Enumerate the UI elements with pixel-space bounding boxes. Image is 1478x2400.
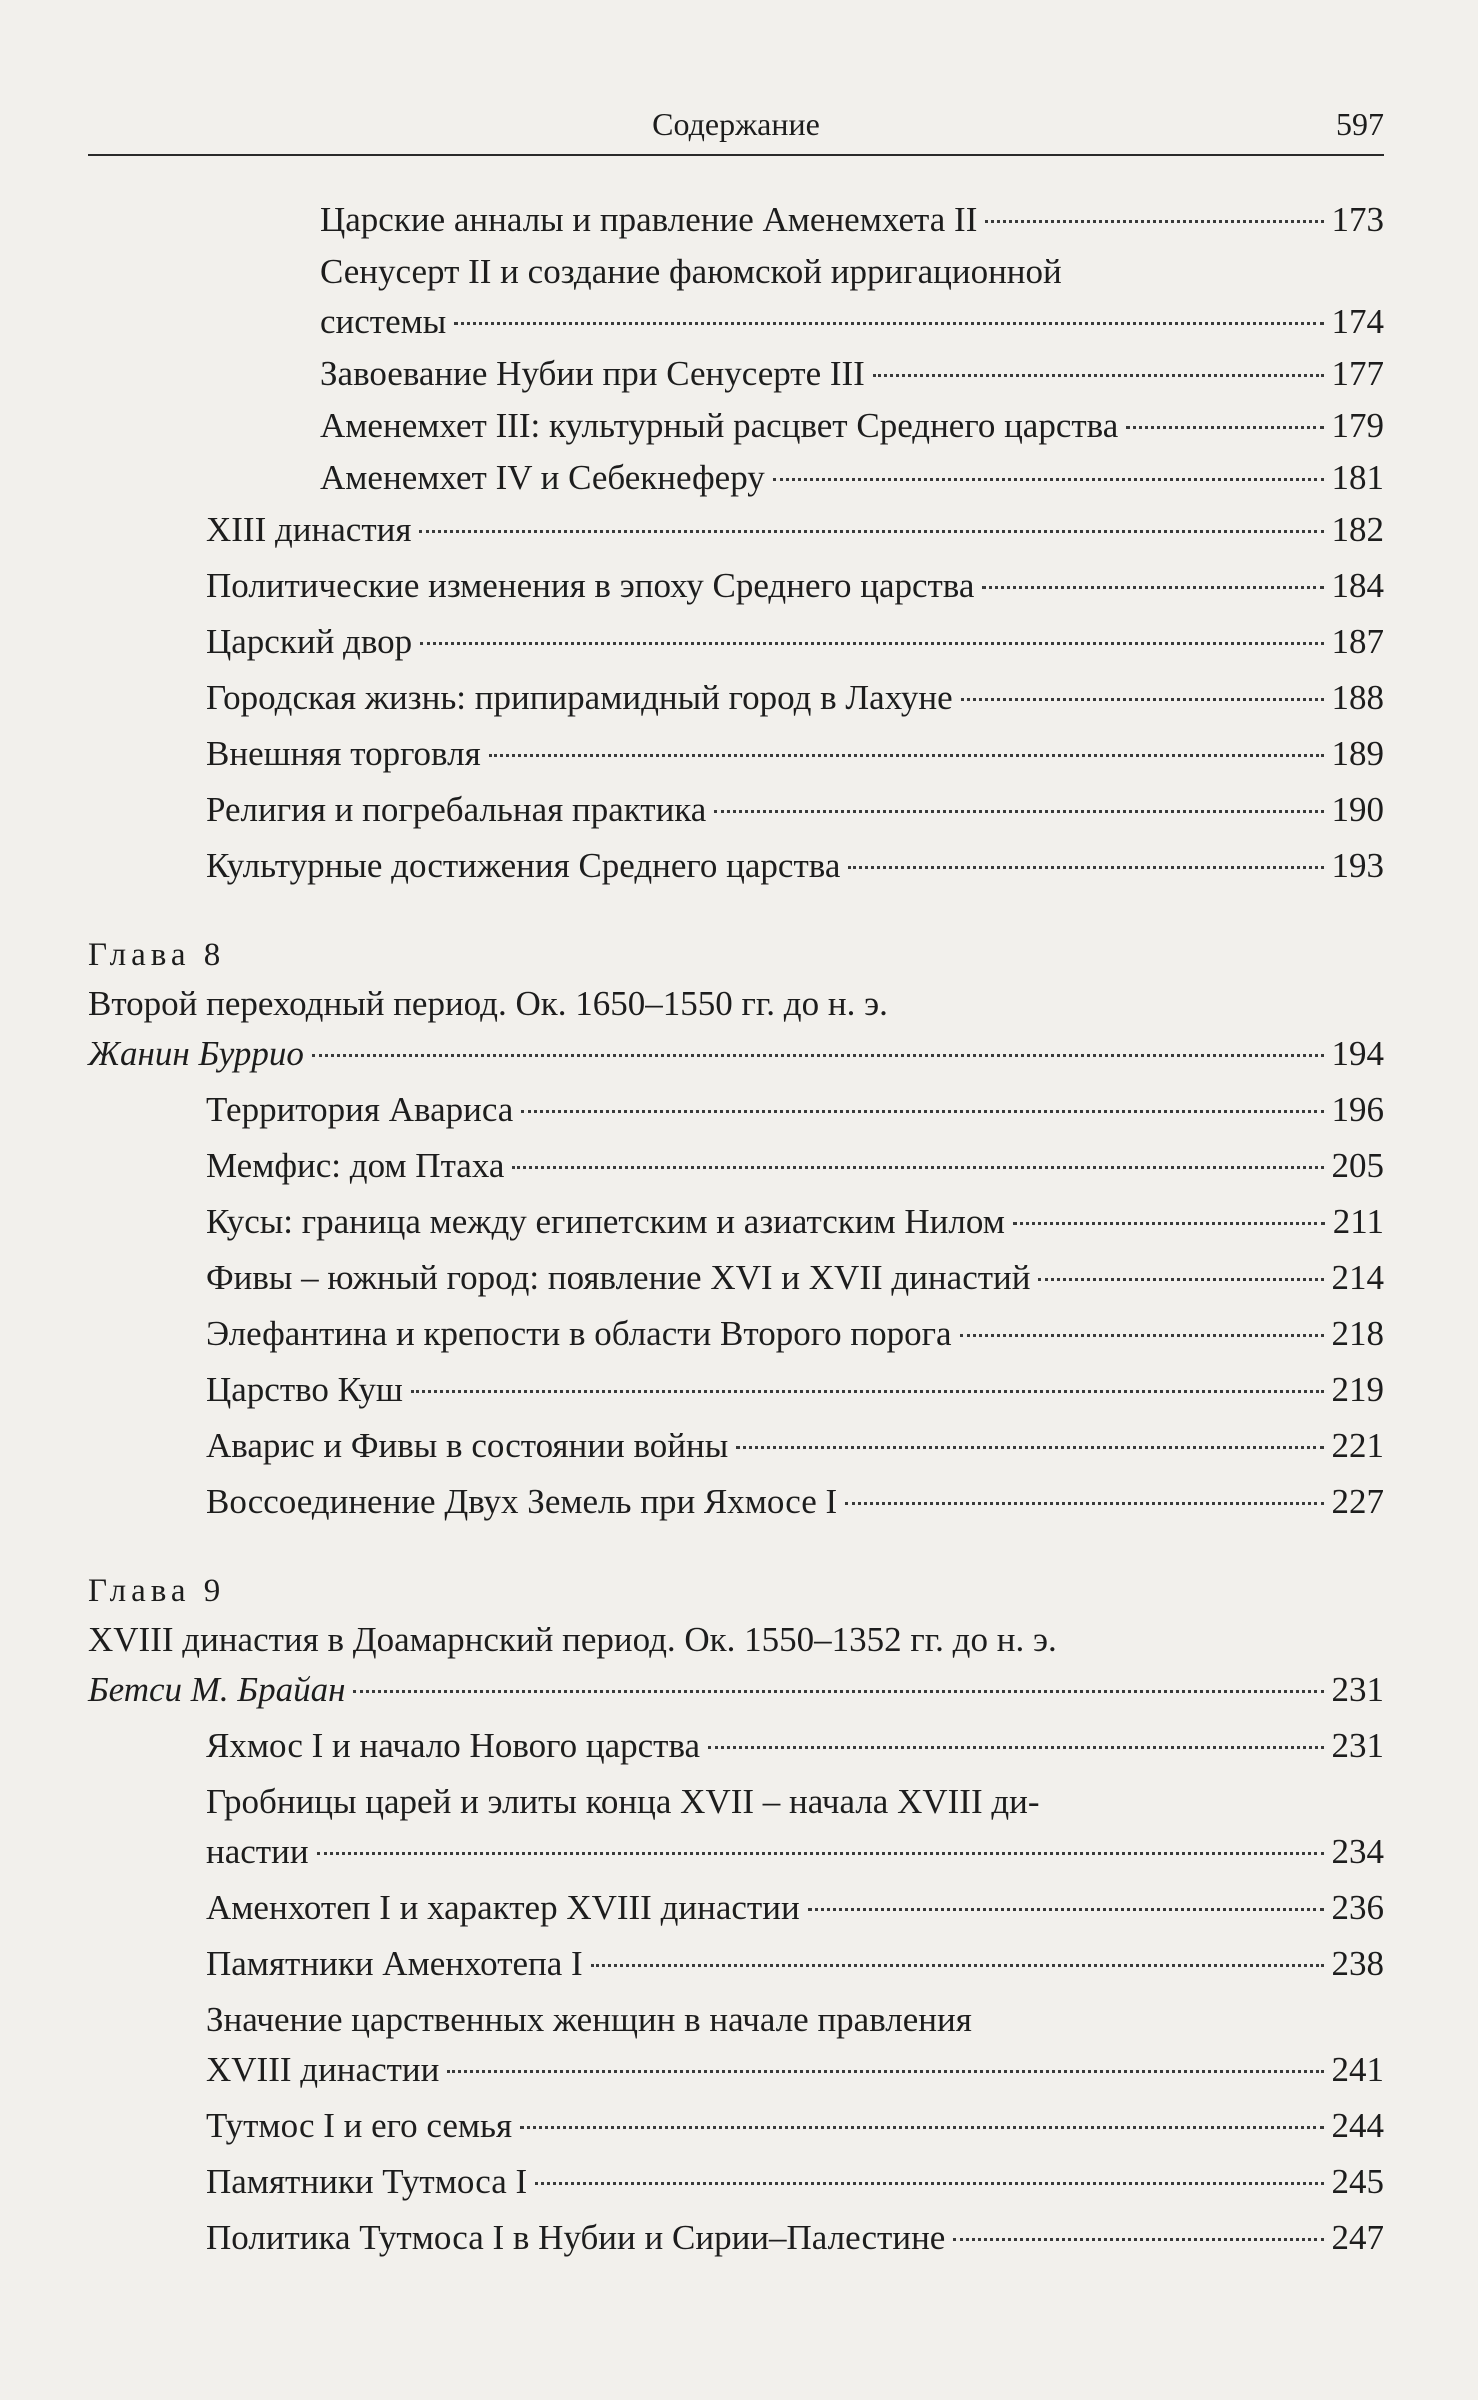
toc-entry-page: 219 [1331,1370,1384,1409]
toc-entry-page: 205 [1331,1146,1384,1185]
toc-entry [88,401,1384,451]
toc-entry-title: системы [320,302,447,341]
toc-entry [88,1883,1384,1933]
toc-entry-page: 194 [1331,1034,1384,1073]
toc-entry [88,453,1384,503]
toc-entry [88,561,1384,611]
toc-entry-page: 184 [1331,566,1384,605]
toc-entry-page: 173 [1331,200,1384,239]
toc-entry-title: Памятники Аменхотепа I [206,1944,583,1983]
chapter-8-author: Жанин Буррио [88,1034,304,1073]
toc-entry [88,785,1384,835]
toc-entry-title: Аварис и Фивы в состоянии войны [206,1426,729,1465]
toc-entry [88,1721,1384,1771]
table-of-contents [88,195,1384,2269]
toc-entry-page: 247 [1331,2218,1384,2257]
toc-entry [88,1365,1384,1415]
chapter-8-title: Второй переходный период. Ок. 1650–1550 гг. до н. э. [88,984,888,1023]
toc-entry-title: XVIII династии [206,2050,440,2089]
toc-entry-page: 234 [1331,1832,1384,1871]
toc-entry-title: Кусы: граница между египетским и азиатским Нилом [206,1202,1005,1241]
toc-entry [88,1141,1384,1191]
toc-entry-title: Территория Авариса [206,1090,514,1129]
toc-entry [88,1309,1384,1359]
toc-entry-page: 238 [1331,1944,1384,1983]
toc-entry [88,841,1384,891]
toc-entry [88,2101,1384,2151]
chapter-9-author: Бетси М. Брайан [88,1670,346,1709]
toc-entry [88,349,1384,399]
toc-entry [88,247,1384,347]
toc-entry-page: 193 [1331,846,1384,885]
toc-entry [88,729,1384,779]
toc-entry-page: 189 [1331,734,1384,773]
toc-entry-page: 214 [1331,1258,1384,1297]
toc-entry-page: 182 [1331,510,1384,549]
toc-entry [88,1197,1384,1247]
toc-entry-title: Внешняя торговля [206,734,481,773]
toc-entry-page: 190 [1331,790,1384,829]
toc-entry-page: 177 [1331,354,1384,393]
toc-entry-title: Политические изменения в эпоху Среднего царства [206,566,975,605]
toc-entry [88,2213,1384,2263]
toc-entry-title: Политика Тутмоса I в Нубии и Сирии–Палестине [206,2218,946,2257]
toc-entry [88,505,1384,555]
toc-entry-page: 218 [1331,1314,1384,1353]
toc-entry-title: Религия и погребальная практика [206,790,707,829]
toc-entry [88,1421,1384,1471]
toc-entry [88,1777,1384,1877]
toc-entry [88,1939,1384,1989]
header-page-number: 597 [1336,106,1384,142]
chapter-9-title: XVIII династия в Доамарнский период. Ок. 1550–1352 гг. до н. э. [88,1620,1057,1659]
running-header [88,96,1384,156]
toc-entry-page: 244 [1331,2106,1384,2145]
toc-entry-title: Аменхотеп I и характер XVIII династии [206,1888,800,1927]
toc-entry-page: 241 [1331,2050,1384,2089]
chapter-9-author-entry [88,1665,1384,1715]
toc-entry-title: Яхмос I и начало Нового царства [206,1726,701,1765]
toc-entry-title: Аменемхет IV и Себекнеферу [320,458,765,497]
toc-entry-title: Воссоединение Двух Земель при Яхмосе I [206,1482,838,1521]
toc-entry-page: 181 [1331,458,1384,497]
toc-entry [88,1995,1384,2095]
toc-entry-page: 245 [1331,2162,1384,2201]
toc-entry-title: Царские анналы и правление Аменемхета II [320,200,978,239]
header-title: Содержание [652,106,820,142]
toc-entry-page: 174 [1331,302,1384,341]
toc-entry [88,195,1384,245]
toc-entry-page: 231 [1331,1670,1384,1709]
toc-entry-page: 196 [1331,1090,1384,1129]
toc-entry-title: XIII династия [206,510,412,549]
toc-entry [88,1085,1384,1135]
toc-entry-title: Царский двор [206,622,413,661]
toc-entry-title: Мемфис: дом Птаха [206,1146,505,1185]
toc-entry-page: 187 [1331,622,1384,661]
toc-entry [88,673,1384,723]
toc-entry-title: Царство Куш [206,1370,403,1409]
toc-entry-title: Памятники Тутмоса I [206,2162,528,2201]
toc-entry-title: Фивы – южный город: появление XVI и XVII династий [206,1258,1031,1297]
toc-entry-page: 211 [1332,1202,1384,1241]
toc-entry-title: Городская жизнь: припирамидный город в Лахуне [206,678,953,717]
toc-entry-title: Аменемхет III: культурный расцвет Среднего царства [320,406,1119,445]
toc-entry-page: 231 [1331,1726,1384,1765]
toc-entry [88,1477,1384,1527]
toc-entry [88,1253,1384,1303]
toc-entry-page: 179 [1331,406,1384,445]
toc-entry-title: Культурные достижения Среднего царства [206,846,841,885]
chapter-9-label: Глава 9 [88,1573,226,1609]
chapter-8-author-entry [88,1029,1384,1079]
toc-entry [88,2157,1384,2207]
toc-entry [88,617,1384,667]
toc-entry-page: 227 [1331,1482,1384,1521]
toc-entry-title-line1: Значение царственных женщин в начале правления [206,2000,972,2039]
toc-entry-title: настии [206,1832,309,1871]
chapter-8-label: Глава 8 [88,937,226,973]
toc-entry-title: Тутмос I и его семья [206,2106,513,2145]
toc-entry-page: 188 [1331,678,1384,717]
toc-entry-title-line1: Гробницы царей и элиты конца XVII – начала XVIII ди- [206,1782,1040,1821]
toc-entry-title: Элефантина и крепости в области Второго порога [206,1314,952,1353]
toc-entry-page: 221 [1331,1426,1384,1465]
toc-entry-page: 236 [1331,1888,1384,1927]
toc-entry-title: Завоевание Нубии при Сенусерте III [320,354,865,393]
toc-entry-title-line1: Сенусерт II и создание фаюмской ирригационной [320,252,1062,291]
